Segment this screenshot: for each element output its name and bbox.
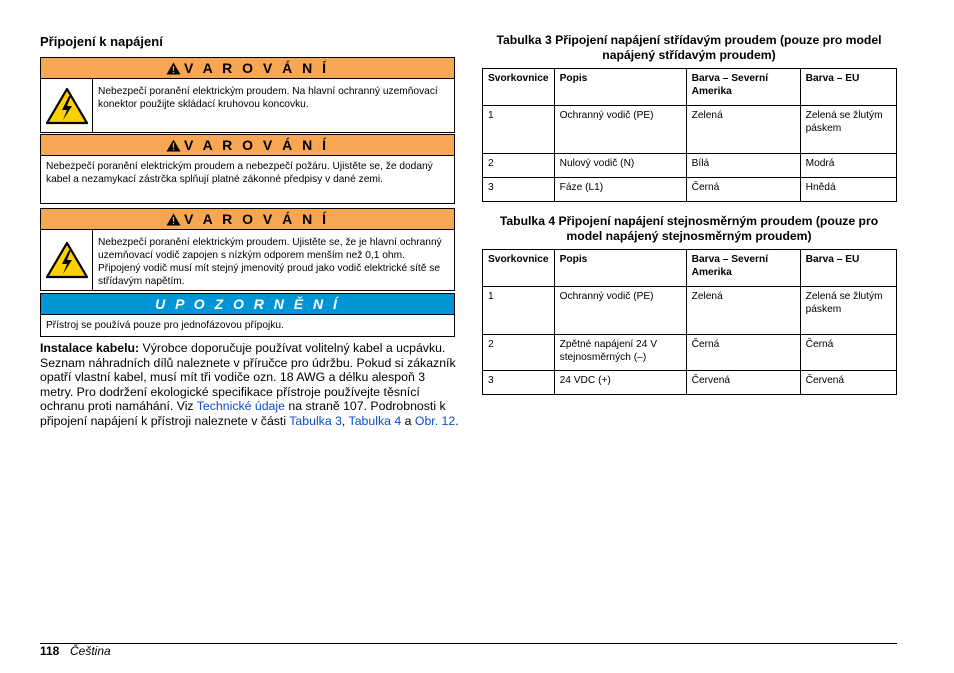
table4 xyxy=(482,249,897,395)
header-terminal: Svorkovnice xyxy=(483,250,555,287)
warning-label: V A R O V Á N Í xyxy=(183,211,330,227)
cell: Zelená se žlutým páskem xyxy=(800,106,896,154)
table3-caption-line1: Tabulka 3 Připojení napájení střídavým proudem (pouze pro model xyxy=(496,33,882,47)
cable-installation-paragraph xyxy=(40,341,460,428)
table-row xyxy=(483,335,897,371)
table3-caption xyxy=(482,33,896,63)
cable-end: . xyxy=(455,413,459,428)
warning-header xyxy=(41,135,454,156)
link-figure-12[interactable]: Obr. 12 xyxy=(414,413,456,428)
cell: Černá xyxy=(800,335,896,371)
cell: Nulový vodič (N) xyxy=(554,154,686,178)
table4-caption-line2: model napájený stejnosměrným proudem) xyxy=(566,229,812,243)
cell: Červená xyxy=(686,371,800,395)
cell: 2 xyxy=(483,154,555,178)
cell: Zpětné napájení 24 V stejnosměrných (–) xyxy=(554,335,686,371)
icon-cell xyxy=(41,230,93,290)
cell: Zelená xyxy=(686,106,800,154)
table4-caption-line1: Tabulka 4 Připojení napájení stejnosměrným proudem (pouze pro xyxy=(499,214,879,228)
cell: Bílá xyxy=(686,154,800,178)
electrical-hazard-icon xyxy=(45,241,89,279)
warning-triangle-icon xyxy=(166,139,181,152)
table3-caption-line2: napájený střídavým proudem) xyxy=(602,48,776,62)
cable-sep-2: a xyxy=(401,413,415,428)
table-row xyxy=(483,178,897,202)
warning-box-1 xyxy=(40,57,455,133)
cell: Černá xyxy=(686,335,800,371)
cable-sep-1: , xyxy=(341,413,349,428)
cell: 3 xyxy=(483,178,555,202)
table4-caption xyxy=(482,214,896,244)
cell: Zelená se žlutým páskem xyxy=(800,287,896,335)
cell: 1 xyxy=(483,287,555,335)
header-terminal: Svorkovnice xyxy=(483,69,555,106)
header-description: Popis xyxy=(554,69,686,106)
warning-label: V A R O V Á N Í xyxy=(183,60,330,76)
cell: Modrá xyxy=(800,154,896,178)
table-header-row xyxy=(483,250,897,287)
caution-box xyxy=(40,293,455,337)
page-language: Čeština xyxy=(70,644,111,658)
table-row xyxy=(483,371,897,395)
cell: 2 xyxy=(483,335,555,371)
icon-cell xyxy=(41,79,93,132)
cell: Zelená xyxy=(686,287,800,335)
link-table-3[interactable]: Tabulka 3 xyxy=(289,413,342,428)
cable-text-2: na straně 107. Podrobnosti k připojení napájení k přístroji naleznete v části xyxy=(40,399,446,428)
cell: Černá xyxy=(686,178,800,202)
header-color-na: Barva – Severní Amerika xyxy=(686,250,800,287)
warning-box-2 xyxy=(40,134,455,204)
table3 xyxy=(482,68,897,202)
link-technical-data[interactable]: Technické údaje xyxy=(196,399,285,413)
header-color-eu: Barva – EU xyxy=(800,250,896,287)
caution-header xyxy=(41,294,454,315)
cell: Fáze (L1) xyxy=(554,178,686,202)
caution-text: Přístroj se používá pouze pro jednofázovou přípojku. xyxy=(46,320,284,331)
cell: Červená xyxy=(800,371,896,395)
page-number: 118 xyxy=(40,644,60,658)
cell: Ochranný vodič (PE) xyxy=(554,106,686,154)
cell: Ochranný vodič (PE) xyxy=(554,287,686,335)
warning-box-3 xyxy=(40,208,455,291)
cable-text-1: Výrobce doporučuje používat volitelný kabel a ucpávku. Seznam náhradních dílů naleznete v příručce pro údržbu. Pokud si zákazník opatří vlastní kabel, musí mít tři vodiče ozn. 18 AWG a délku alespoň 3 metry. Pro dodržení ekologické specifikace přístroje používejte těsnící ochranu proti namáhání. Viz xyxy=(40,341,456,413)
cell: 24 VDC (+) xyxy=(554,371,686,395)
header-color-eu: Barva – EU xyxy=(800,69,896,106)
header-color-na: Barva – Severní Amerika xyxy=(686,69,800,106)
link-table-4[interactable]: Tabulka 4 xyxy=(348,413,402,428)
cell: 1 xyxy=(483,106,555,154)
warning-label: V A R O V Á N Í xyxy=(183,137,330,153)
section-title: Připojení k napájení xyxy=(40,34,163,49)
warning-header xyxy=(41,58,454,79)
table-header-row xyxy=(483,69,897,106)
warning-header xyxy=(41,209,454,230)
table-row xyxy=(483,154,897,178)
warning-text-3: Nebezpečí poranění elektrickým proudem. Ujistěte se, že je hlavní ochranný uzemňovací vodič zapojen s nízkým odporem menším než 0,1 ohm. Připojený vodič musí mít stejný jmenovitý proud jako vodič elektrické sítě se střídavým napětím. xyxy=(98,237,442,287)
header-description: Popis xyxy=(554,250,686,287)
warning-text-2: Nebezpečí poranění elektrickým proudem a nebezpečí požáru. Ujistěte se, že dodaný kabel a nezamykací zástrčka splňují platné zákonné předpisy v dané zemi. xyxy=(46,161,433,185)
table-row xyxy=(483,106,897,154)
footer-rule xyxy=(40,643,897,644)
caution-label: U P O Z O R N Ě N Í xyxy=(155,296,340,312)
cell: 3 xyxy=(483,371,555,395)
electrical-hazard-icon xyxy=(45,87,89,125)
warning-triangle-icon xyxy=(166,213,181,226)
cell: Hnědá xyxy=(800,178,896,202)
cable-lead: Instalace kabelu: xyxy=(40,341,140,355)
warning-triangle-icon xyxy=(166,62,181,75)
table-row xyxy=(483,287,897,335)
warning-text-1: Nebezpečí poranění elektrickým proudem. Na hlavní ochranný uzemňovací konektor použijte skládací kruhovou koncovku. xyxy=(98,86,438,110)
